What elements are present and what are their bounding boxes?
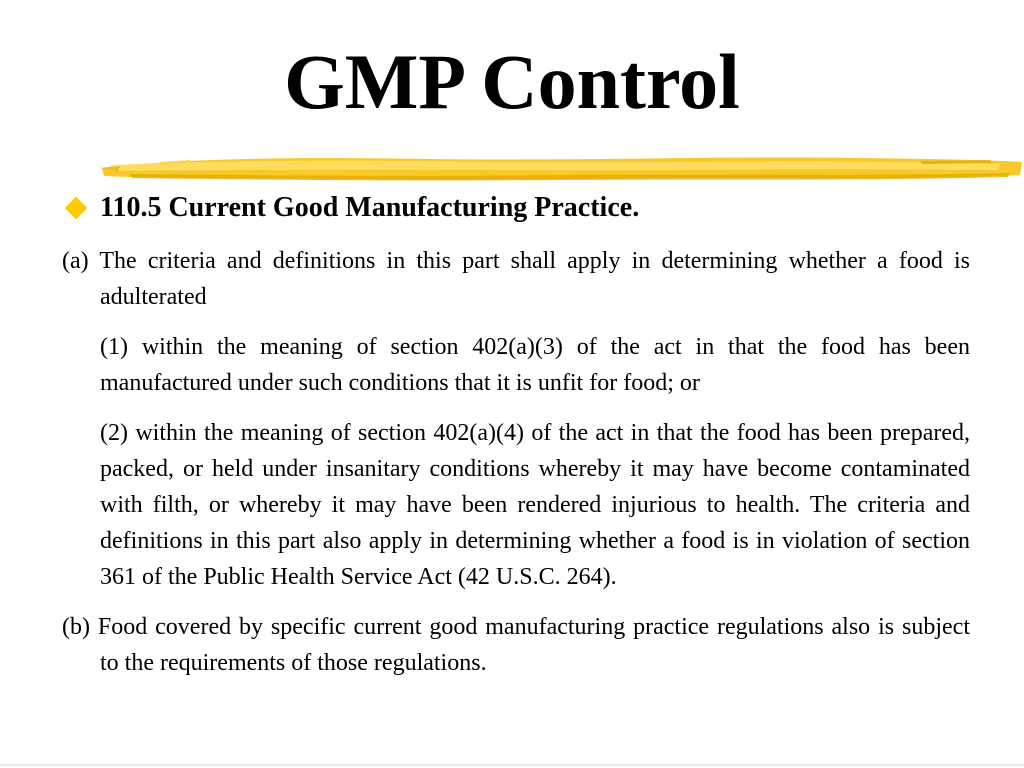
paragraph-a: (a) The criteria and definitions in this part shall apply in determining whether a food is adulterated — [62, 248, 970, 310]
paragraph-b: (b) Food covered by specific current good manufacturing practice regulations also is subject to the requirements of those regulations. — [62, 614, 970, 676]
bullet-heading-line — [62, 188, 639, 228]
paragraph-a-2: (2) within the meaning of section 402(a)(4) of the act in that the food has been prepared, packed, or held under insanitary conditions whereby it may have become contaminated with filth, or whereby it may have been rendered injurious to health. The criteria and definitions in this part also apply in determining whether a food is in violation of section 361 of the Public Health Service Act (42 U.S.C. 264). — [100, 420, 970, 590]
bullet-heading: 110.5 Current Good Manufacturing Practice. — [100, 192, 640, 223]
slide-body — [62, 243, 970, 695]
slide-title: GMP Control — [284, 38, 740, 125]
title-underline-brush-stroke — [100, 148, 1024, 188]
bottom-edge-rule — [0, 764, 1024, 766]
diamond-bullet-icon — [65, 197, 88, 220]
paragraph-a-1: (1) within the meaning of section 402(a)(3) of the act in that the food has been manufactured under such conditions that it is unfit for food; or — [100, 334, 970, 396]
